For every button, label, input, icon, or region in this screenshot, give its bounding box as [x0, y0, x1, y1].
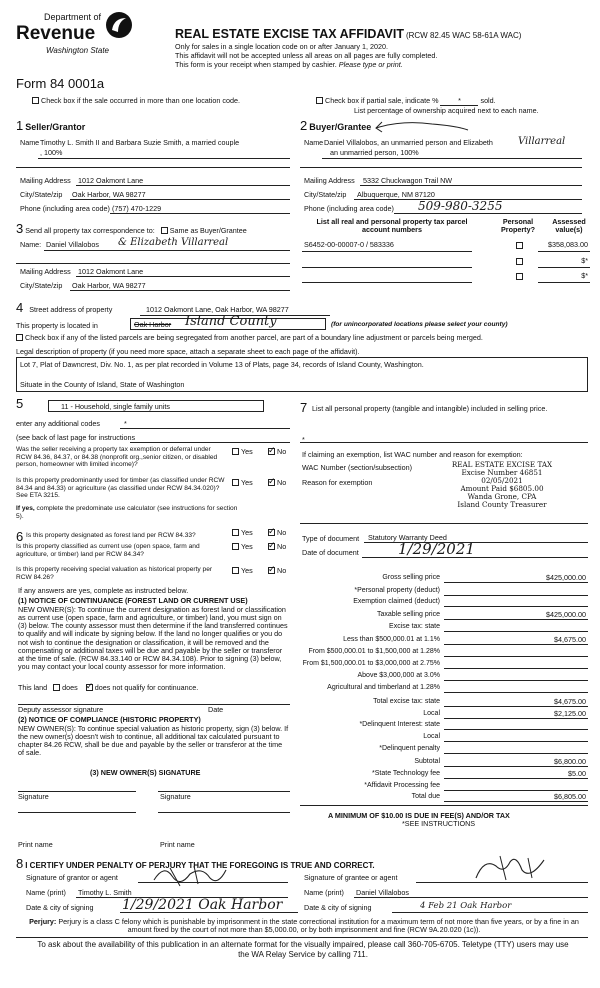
seller-name-label: Name: [20, 138, 40, 147]
grantee-signature: [470, 852, 550, 884]
calc-line: [444, 718, 588, 719]
calc-label: Total due: [411, 793, 440, 800]
checkbox[interactable]: [268, 529, 275, 536]
stamp-line-1: REAL ESTATE EXCISE TAX: [451, 460, 553, 469]
corr-blank-line: [16, 263, 290, 264]
parcel-line-3: [302, 282, 472, 283]
section-number: 8: [16, 856, 24, 871]
located-struck: Oak Harbor: [134, 320, 172, 329]
seller-phone-value[interactable]: (757) 470-1229: [112, 204, 162, 213]
partial-sale-label: Check box if partial sale, indicate %: [325, 96, 439, 105]
multi-location-label: Check box if the sale occurred in more than one location code.: [41, 96, 240, 105]
calc-line: [444, 606, 588, 607]
checkbox[interactable]: [268, 479, 275, 486]
notice1-body: NEW OWNER(S): To continue the current designation as forest land or classification as current use (open space, farm and agriculture, or timber) land, you must sign on (3) below. The county assessor must then determine if the land transferred continues to qualify and will indicate by signing below. If the land no longer qualifies or you do not wish to continue the designation or classification, it will be removed and the compensating or additional taxes will be due and payable by the seller or transferor at the time of sale. (RCW 84.33.140 or RCW 84.34.108). Prior to signing (3) below, you may contact your local county assessor for more information.: [18, 605, 288, 671]
calc-line: [444, 692, 588, 693]
corr-city-label: City/State/zip: [20, 281, 63, 290]
perjury-bold: Perjury:: [29, 917, 57, 926]
sec5-q1-yes[interactable]: [232, 448, 253, 456]
doc-type-label: Type of document: [302, 534, 360, 543]
does-not-label: does not qualify for continuance.: [94, 683, 199, 692]
parcel-line-2: [302, 267, 472, 268]
calc-label: Gross selling price: [382, 574, 440, 581]
doc-date-line: [362, 557, 588, 558]
notice2-head: (2) NOTICE OF COMPLIANCE (HISTORIC PROPERTY): [18, 715, 201, 724]
personal-property-checkbox[interactable]: [516, 258, 523, 265]
assessed-value[interactable]: $*: [581, 256, 588, 265]
seller-blank-line: [16, 167, 290, 168]
partial-sale-check[interactable]: [316, 97, 496, 106]
buyer-name-line: [322, 158, 582, 159]
calc-label: Agricultural and timberland at 1.28%: [327, 684, 440, 691]
calc-line: [444, 656, 588, 657]
partial-pct[interactable]: *: [440, 97, 478, 106]
grantee-signature-label: Signature of grantee or agent: [304, 873, 398, 882]
buyer-phone-value[interactable]: 509-980-3255: [418, 199, 503, 213]
section-5-number: 5: [16, 396, 24, 411]
calc-line: [444, 766, 588, 767]
sec5-q2: Is this property predominantly used for timber (as classified under RCW 84.34 and 84.33) or agriculture (as classified under RCW 84.34.020)? See ETA 3215.: [16, 477, 225, 500]
if-yes-bold: If yes,: [16, 505, 35, 512]
additional-codes-value[interactable]: *: [124, 419, 127, 428]
corr-city-line: [70, 290, 290, 291]
personal-property-value[interactable]: *: [302, 435, 305, 444]
buyer-city-label: City/State/zip: [304, 190, 347, 199]
calc-label: Local: [423, 710, 440, 717]
no-label: No: [277, 528, 287, 537]
sec5-q1-no[interactable]: [268, 448, 286, 456]
stamp-line-3: 02/05/2021: [481, 476, 523, 486]
calc-line: [444, 644, 588, 645]
calc-value[interactable]: $5.00: [568, 769, 586, 778]
revenue-logo: [16, 10, 134, 70]
segregated-check[interactable]: [16, 334, 483, 342]
value-line-3: [538, 282, 590, 283]
does-not-checkbox[interactable]: [86, 684, 93, 691]
does-label: does: [62, 683, 78, 692]
legal-description-box[interactable]: [16, 357, 588, 392]
seller-mailing-value[interactable]: 1012 Oakmont Lane: [78, 176, 144, 185]
note3-italic: Please type or print.: [338, 60, 403, 69]
sec6-q1-no[interactable]: [268, 529, 286, 537]
ownership-note: List percentage of ownership acquired next to each name.: [354, 106, 539, 115]
seller-name-value-2[interactable]: , 100%: [40, 148, 63, 157]
calc-line: [444, 753, 588, 754]
section-number: 2: [300, 118, 308, 133]
calc-value[interactable]: $2,125.00: [554, 709, 586, 718]
footer-divider: [16, 937, 588, 938]
partial-sold: sold.: [480, 96, 496, 105]
calc-label: *Personal property (deduct): [354, 587, 440, 594]
stamp-line-2: Excise Number 46851: [461, 468, 543, 478]
this-land: This land: [18, 683, 48, 692]
seller-name-value[interactable]: Timothy L. Smith II and Barbara Suzie Smith, a married couple: [40, 138, 240, 147]
sec6-q2-yes[interactable]: [232, 543, 253, 551]
checkbox[interactable]: [232, 529, 239, 536]
segregated-label: Check box if any of the listed parcels are being segregated from another parcel, are part of a boundary line adjustment or parcels being merged.: [25, 333, 483, 342]
parcel-line-1: [302, 251, 472, 252]
parcels-col-header: [306, 218, 478, 235]
corr-name-label: Name:: [20, 240, 42, 249]
sec6-q2-no[interactable]: [268, 543, 286, 551]
sec6-q2: Is this property classified as current use (open space, farm and agriculture, or timber) land per RCW 84.34?: [16, 543, 200, 558]
corr-city-value[interactable]: Oak Harbor, WA 98277: [72, 281, 146, 290]
yes-label: Yes: [241, 566, 253, 575]
parcels-col1: List all real and personal property tax parcel account numbers: [316, 217, 468, 235]
header-note-1: Only for sales in a single location code on or after January 1, 2020.: [175, 42, 388, 51]
calc-line: [444, 680, 588, 681]
header-note-2: This affidavit will not be accepted unless all areas on all pages are fully completed.: [175, 51, 438, 60]
checkbox[interactable]: [268, 543, 275, 550]
checkbox[interactable]: [316, 97, 323, 104]
wac-label: WAC Number (section/subsection): [302, 463, 412, 472]
calc-value[interactable]: $4,675.00: [554, 635, 586, 644]
same-as-buyer-label: Same as Buyer/Grantee: [169, 226, 247, 235]
sec6-q3: Is this property receiving special valuation as historical property per RCW 84.26?: [16, 566, 213, 581]
calc-line: [444, 741, 588, 742]
calc-line: [444, 706, 588, 707]
buyer-name-value-2[interactable]: an unmarried person, 100%: [330, 148, 419, 157]
calc-label: Excise tax: state: [389, 623, 440, 630]
additional-codes-line: [120, 428, 290, 429]
buyer-mailing-label: Mailing Address: [304, 176, 355, 185]
parcels-col3: Assessed value(s): [552, 217, 586, 235]
handwritten-arrow-icon: [372, 116, 472, 138]
stamp-line-5: Wanda Grone, CPA: [467, 492, 537, 502]
calc-label: From $1,500,000.01 to $3,000,000 at 2.75%: [302, 660, 440, 667]
seller-mailing-line: [76, 185, 290, 186]
buyer-name-value[interactable]: Daniel Villalobos, an unmarried person and Elizabeth: [324, 138, 493, 147]
located-label: This property is located in: [16, 321, 98, 330]
sec5-q2-yes[interactable]: [232, 479, 253, 487]
parcel-row-1: [302, 241, 590, 251]
location-select[interactable]: [130, 314, 326, 330]
legal-line-1: Lot 7, Plat of Dawncrest, Div. No. 1, as per plat recorded in Volume 13 of Plats, page 34, records of Island County, Washington.: [20, 360, 424, 369]
doc-date-label: Date of document: [302, 548, 359, 557]
street-value[interactable]: 1012 Oakmont Lane, Oak Harbor, WA 98277: [146, 305, 289, 314]
form-title: [175, 27, 521, 41]
header-note-3: [175, 61, 403, 69]
print-name-label-2: Print name: [160, 840, 195, 849]
buyer-mailing-line: [360, 185, 582, 186]
if-yes-text: complete the predominate use calculator (see instructions for section 5).: [16, 505, 238, 520]
yes-label: Yes: [241, 542, 253, 551]
grantor-date-line: [120, 912, 298, 913]
revenue-text: Revenue: [16, 23, 96, 44]
grantee-name-label: Name (print): [304, 888, 344, 897]
calc-label: Exemption claimed (deduct): [353, 598, 440, 605]
same-as-buyer-checkbox[interactable]: [161, 227, 168, 234]
wa-state-text: Washington State: [46, 46, 110, 55]
checkbox[interactable]: [232, 567, 239, 574]
calc-line: [444, 619, 588, 620]
calc-label: Local: [423, 733, 440, 740]
does-checkbox[interactable]: [53, 684, 60, 691]
grantee-name-value[interactable]: Daniel Villalobos: [356, 888, 410, 897]
signature-label-1: Signature: [18, 792, 49, 801]
seller-heading-text: Seller/Grantor: [25, 122, 86, 132]
buyer-name-handwritten: Villarreal: [518, 136, 566, 147]
section-number: 3: [16, 221, 24, 236]
yes-label: Yes: [241, 447, 253, 456]
deputy-label: Deputy assessor signature: [18, 705, 104, 714]
reason-label: Reason for exemption: [302, 478, 373, 487]
additional-codes-label: enter any additional codes: [16, 419, 100, 428]
correspondence-heading: [16, 222, 247, 237]
title-ref: (RCW 82.45 WAC 58-61A WAC): [405, 31, 522, 40]
seller-mailing-label: Mailing Address: [20, 176, 71, 185]
no-label: No: [277, 542, 287, 551]
checkbox[interactable]: [232, 448, 239, 455]
perjury-text: Perjury is a class C felony which is punishable by imprisonment in the state correctional institution for a maximum term of not more than five years, or by a fine in an amount fixed by the court of not more than $5,000.00, or by both imprisonment and fine (RCW 9A.20.020 (1c)).: [58, 917, 579, 935]
personal-property-line: [300, 442, 588, 443]
section7-heading: List all personal property (tangible and intangible) included in selling price.: [312, 404, 548, 413]
legal-line-2: Situate in the County of Island, State of Washington: [20, 380, 185, 389]
corr-name-handwritten: & Elizabeth Villarreal: [118, 237, 229, 248]
note3-text: This form is your receipt when stamped by cashier.: [175, 60, 337, 69]
grantor-signature-label: Signature of grantor or agent: [26, 873, 118, 882]
correspondence-heading-text: Send all property tax correspondence to:: [25, 226, 155, 235]
calc-line: [444, 778, 588, 779]
seller-heading: [16, 119, 85, 134]
minimum-due: A MINIMUM OF $10.00 IS DUE IN FEE(S) AND/OR TAX: [328, 811, 510, 820]
calc-value[interactable]: $6,800.00: [554, 757, 586, 766]
print1-line: [18, 812, 136, 813]
checkbox[interactable]: [32, 97, 39, 104]
assessed-value[interactable]: $*: [581, 271, 588, 280]
checkbox[interactable]: [268, 567, 275, 574]
notice2-body: NEW OWNER(S): To continue special valuation as historic property, sign (3) below. If the new owner(s) doesn't wish to continue, all additional tax calculated pursuant to chapter 84.26 RCW, shall be due and payable by the seller or transferor at the time of sale.: [18, 724, 289, 758]
calc-line: [444, 790, 588, 791]
multi-location-check[interactable]: [32, 97, 240, 105]
section-number: 6: [16, 529, 24, 544]
calc-line: [444, 595, 588, 596]
no-label: No: [277, 478, 287, 487]
sec6-q3-yes[interactable]: [232, 567, 253, 575]
sec6-q1-yes[interactable]: [232, 529, 253, 537]
legal-label: Legal description of property (if you need more space, attach a separate sheet to each page of the affidavit).: [16, 347, 360, 356]
sec5-q2-note: [16, 505, 246, 520]
calc-value[interactable]: $4,675.00: [554, 697, 586, 706]
see-instructions: *SEE INSTRUCTIONS: [402, 819, 476, 828]
calc-label: Taxable selling price: [376, 611, 440, 618]
certify-text: I CERTIFY UNDER PENALTY OF PERJURY THAT THE FOREGOING IS TRUE AND CORRECT.: [25, 861, 375, 870]
signature-label-2: Signature: [160, 792, 191, 801]
calc-line: [444, 801, 588, 802]
form-number: Form 84 0001a: [16, 76, 105, 91]
section-number: 4: [16, 300, 24, 315]
yes-label: Yes: [241, 478, 253, 487]
buyer-phone-label: Phone (including area code): [304, 204, 394, 213]
section-number: 1: [16, 118, 24, 133]
parcel-row-3: [302, 272, 590, 282]
personal-property-checkbox[interactable]: [516, 273, 523, 280]
checkbox[interactable]: [16, 334, 23, 341]
dept-of-text: Department of: [44, 12, 102, 22]
seller-phone-label: Phone (including area code): [20, 204, 110, 213]
calc-label: Above $3,000,000 at 3.0%: [357, 672, 440, 679]
reason-line: [300, 523, 588, 524]
calc-label: Subtotal: [414, 758, 440, 765]
if-yes-instruction: If any answers are yes, complete as instructed below.: [18, 586, 189, 595]
corr-mailing-line: [76, 276, 290, 277]
calc-label: Less than $500,000.01 at 1.1%: [343, 636, 440, 643]
continuance-row: [18, 684, 198, 692]
corr-mailing-label: Mailing Address: [20, 267, 71, 276]
buyer-name-label: Name: [304, 138, 324, 147]
calc-label: Total excise tax: state: [373, 698, 440, 705]
deputy-date-label: Date: [208, 705, 224, 714]
section-7-number: 7: [300, 400, 308, 415]
buyer-heading: [300, 119, 371, 134]
calc-line: [444, 631, 588, 632]
value-line-2: [538, 267, 590, 268]
calc-line: [444, 729, 588, 730]
sec5-q2-no[interactable]: [268, 479, 286, 487]
value-line-1: [538, 251, 590, 252]
use-code-value: 11 - Household, single family units: [61, 402, 170, 411]
stamp-line-4: Amount Paid $6805.00: [460, 484, 544, 494]
parcel-row-2: [302, 257, 590, 267]
buyer-mailing-value[interactable]: 5332 Chuckwagon Trail NW: [363, 176, 453, 185]
grantor-signature: [150, 860, 230, 890]
parcels-col2: Personal Property?: [501, 217, 535, 235]
parcel-number[interactable]: S6452-00-00007-0 / 583336: [304, 240, 394, 249]
no-label: No: [277, 447, 287, 456]
see-back: (see back of last page for instructions: [16, 433, 136, 442]
no-label: No: [277, 566, 287, 575]
grantor-date-label: Date & city of signing: [26, 903, 94, 912]
seller-city-line: [70, 199, 290, 200]
notice3-head: (3) NEW OWNER(S) SIGNATURE: [90, 768, 201, 777]
assessed-value[interactable]: $358,083.00: [548, 240, 588, 249]
print-name-label-1: Print name: [18, 840, 53, 849]
exemption-note: If claiming an exemption, list WAC number and reason for exemption:: [302, 450, 523, 459]
buyer-phone-line: [394, 213, 582, 214]
use-code-select[interactable]: [48, 400, 264, 412]
grantee-date-value[interactable]: 4 Feb 21 Oak Harbor: [420, 901, 512, 911]
corr-mailing-value[interactable]: 1012 Oakmont Lane: [78, 267, 144, 276]
calc-label: *Affidavit Processing fee: [364, 782, 440, 789]
sec6-q3-no[interactable]: [268, 567, 286, 575]
buyer-city-value[interactable]: Albuquerque, NM 87120: [357, 190, 435, 199]
footer-text: To ask about the availability of this publication in an alternate format for the visually impaired, please call 360-705-6705. Teletype (TTY) users may use the WA Relay Service by calling 711.: [37, 940, 569, 960]
calc-value[interactable]: $425,000.00: [546, 573, 586, 582]
corr-name-value[interactable]: Daniel Villalobos: [46, 240, 100, 249]
see-back-line: [130, 442, 290, 443]
street-row: [16, 301, 112, 316]
treasurer-stamp: [432, 461, 572, 509]
stamp-line-6: Island County Treasurer: [457, 500, 547, 510]
calc-label: *Delinquent Interest: state: [359, 721, 440, 728]
grantor-date-value[interactable]: 1/29/2021 Oak Harbor: [122, 897, 283, 913]
grantor-name-value[interactable]: Timothy L. Smith: [78, 888, 132, 897]
seller-name-line: [38, 158, 290, 159]
grantee-date-line: [392, 912, 588, 913]
personal-property-checkbox[interactable]: [516, 242, 523, 249]
checkbox[interactable]: [268, 448, 275, 455]
calc-value[interactable]: $425,000.00: [546, 610, 586, 619]
grantor-name-label: Name (print): [26, 888, 66, 897]
buyer-blank-line: [300, 167, 582, 168]
title-text: REAL ESTATE EXCISE TAX AFFIDAVIT: [175, 27, 404, 41]
calc-line: [444, 668, 588, 669]
revenue-swirl-icon: [104, 10, 134, 40]
seller-city-label: City/State/zip: [20, 190, 63, 199]
checkbox[interactable]: [232, 543, 239, 550]
grantee-date-label: Date & city of signing: [304, 903, 372, 912]
doc-type-value[interactable]: Statutory Warranty Deed: [368, 533, 447, 542]
calc-end-line: [300, 805, 588, 806]
notice1-head: (1) NOTICE OF CONTINUANCE (FOREST LAND OR CURRENT USE): [18, 596, 248, 605]
print2-line: [158, 812, 290, 813]
perjury-notice: [26, 918, 582, 935]
calc-line: [444, 582, 588, 583]
calc-label: From $500,000.01 to $1,500,000 at 1.28%: [308, 648, 440, 655]
grantee-name-line: [354, 897, 588, 898]
seller-city-value[interactable]: Oak Harbor, WA 98277: [72, 190, 146, 199]
calc-label: *Delinquent penalty: [379, 745, 440, 752]
street-label: Street address of property: [29, 305, 113, 314]
sec5-q1: Was the seller receiving a property tax exemption or deferral under RCW 84.36, 84.37, or 84.38 (nonprofit org.,senior citizen, or disabled person, homeowner with limited income)?: [16, 446, 218, 469]
located-note: (for unincorporated locations please select your county): [331, 321, 508, 328]
calc-label: *State Technology fee: [372, 770, 440, 777]
calc-value[interactable]: $6,805.00: [554, 792, 586, 801]
seller-phone-line: [110, 213, 290, 214]
checkbox[interactable]: [232, 479, 239, 486]
corr-name-line: [44, 250, 290, 251]
yes-label: Yes: [241, 528, 253, 537]
buyer-heading-text: Buyer/Grantee: [309, 122, 372, 132]
located-handwritten: Island County: [185, 314, 277, 329]
sec6-q1: Is this property designated as forest land per RCW 84.33?: [26, 532, 196, 539]
doc-date-value[interactable]: 1/29/2021: [398, 540, 475, 558]
